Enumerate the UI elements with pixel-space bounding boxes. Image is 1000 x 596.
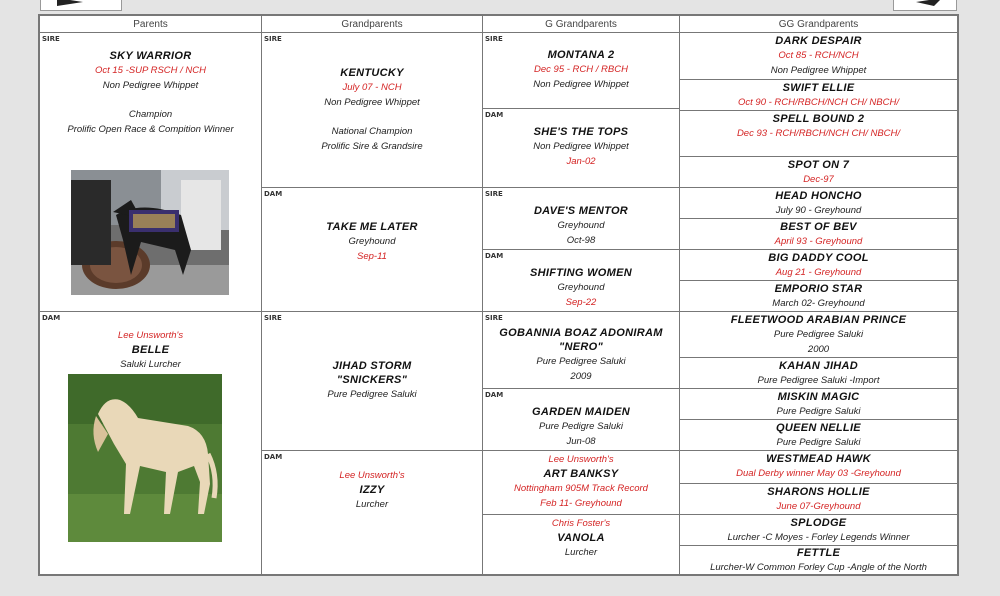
- g-grandparent-cell: [483, 451, 680, 515]
- parent-sire-titles: Oct 15 -SUP RSCH / NCH: [94, 65, 207, 76]
- g-grandparent-name: ART BANKSY: [543, 468, 619, 480]
- g-grandparent-owner: Lee Unsworth's: [548, 454, 614, 465]
- g-grandparent-owner: Chris Foster's: [551, 518, 611, 529]
- g-grandparent-breed: Non Pedigree Whippet: [533, 79, 629, 90]
- top-right-tab: [893, 0, 957, 11]
- g-grandparent-name: SHIFTING WOMEN: [530, 267, 632, 279]
- gg-grandparent-info: June 07-Greyhound: [776, 501, 861, 512]
- gg-grandparent-name: FETTLE: [796, 547, 841, 559]
- top-left-tab: [40, 0, 122, 11]
- dam-tag: DAM: [485, 252, 504, 260]
- grandparent-breed: Lurcher: [355, 499, 389, 510]
- belle-photo: [68, 374, 222, 542]
- gg-grandparent-name: BEST OF BEV: [780, 221, 857, 233]
- grandparent-owner: Lee Unsworth's: [339, 470, 405, 481]
- gg-grandparent-info: 2000: [807, 344, 830, 355]
- g-grandparent-name: VANOLA: [557, 532, 605, 544]
- header-gg-grandparents: GG Grandparents: [680, 16, 957, 33]
- star-icon: [914, 0, 944, 10]
- g-grandparent-cell: [483, 33, 680, 109]
- gg-grandparent-info: Aug 21 - Greyhound: [775, 267, 862, 278]
- g-grandparent-date: 2009: [570, 371, 592, 382]
- header-grandparents: Grandparents: [262, 16, 483, 33]
- grandparent-name: TAKE ME LATER: [326, 221, 418, 233]
- gg-grandparent-name: SPOT ON 7: [787, 159, 850, 171]
- dam-tag: DAM: [264, 190, 283, 198]
- parent-dam-cell: [40, 312, 262, 574]
- top-bar: [0, 0, 1000, 10]
- g-grandparent-name: GOBANNIA BOAZ ADONIRAM: [499, 327, 663, 339]
- g-grandparent-breed: Non Pedigree Whippet: [533, 141, 629, 152]
- gg-grandparent-info: April 93 - Greyhound: [774, 236, 863, 247]
- g-grandparent-name: DAVE'S MENTOR: [533, 205, 629, 217]
- gg-grandparent-cell: [680, 33, 957, 80]
- g-grandparent-date: Jan-02: [566, 156, 596, 167]
- sire-tag: SIRE: [42, 35, 60, 43]
- parent-dam-breed: Saluki Lurcher: [120, 359, 181, 370]
- gg-grandparent-name: SWIFT ELLIE: [782, 82, 855, 94]
- g-grandparent-breed: Pure Pedigree Saluki: [536, 356, 626, 367]
- gg-grandparent-titles: Oct 90 - RCH/RBCH/NCH CH/ NBCH/: [738, 97, 899, 108]
- star-icon: [55, 0, 85, 10]
- grandparent-name: JIHAD STORM: [332, 360, 412, 372]
- g-grandparent-breed: Lurcher: [564, 547, 598, 558]
- gg-grandparent-cell: [680, 250, 957, 281]
- gg-grandparent-name: SPLODGE: [790, 517, 847, 529]
- gg-grandparent-name: SHARONS HOLLIE: [767, 486, 870, 498]
- grandparent-cell: [262, 188, 483, 312]
- gg-grandparent-name: SPELL BOUND 2: [772, 113, 865, 125]
- gg-grandparent-name: HEAD HONCHO: [775, 190, 862, 202]
- parent-sire-cell: [40, 33, 262, 312]
- sire-tag: SIRE: [485, 190, 503, 198]
- parent-sire-breed: Non Pedigree Whippet: [102, 80, 199, 91]
- g-grandparent-cell: [483, 109, 680, 188]
- g-grandparent-date: Oct-98: [566, 235, 596, 246]
- dam-tag: DAM: [485, 111, 504, 119]
- g-grandparent-date: Sep-22: [565, 297, 597, 308]
- gg-grandparent-breed: Pure Pedigree Saluki: [773, 329, 864, 340]
- g-grandparent-date: Jun-08: [566, 436, 596, 447]
- gg-grandparent-info: Pure Pedigre Saluki: [776, 437, 861, 448]
- gg-grandparent-cell: [680, 515, 957, 546]
- grandparent-note: Prolific Sire & Grandsire: [321, 141, 423, 152]
- gg-grandparent-cell: [680, 111, 957, 157]
- gg-grandparent-name: QUEEN NELLIE: [776, 422, 861, 434]
- g-grandparent-nickname: "NERO": [558, 341, 603, 353]
- gg-grandparent-cell: [680, 80, 957, 111]
- g-grandparent-titles: Dec 95 - RCH / RBCH: [534, 64, 628, 75]
- gg-grandparent-titles: Oct 85 - RCH/NCH: [778, 50, 859, 61]
- g-grandparent-breed: Greyhound: [557, 220, 605, 231]
- gg-grandparent-cell: [680, 281, 957, 312]
- sire-tag: SIRE: [264, 35, 282, 43]
- gg-grandparent-name: WESTMEAD HAWK: [766, 453, 871, 465]
- grandparent-cell: [262, 312, 483, 451]
- gg-grandparent-name: KAHAN JIHAD: [778, 360, 859, 372]
- gg-grandparent-name: DARK DESPAIR: [775, 35, 862, 47]
- g-grandparent-date: Feb 11- Greyhound: [540, 498, 622, 509]
- gg-grandparent-titles: Dec 93 - RCH/RBCH/NCH CH/ NBCH/: [736, 128, 901, 139]
- gg-grandparent-cell: [680, 188, 957, 219]
- gg-grandparent-cell: [680, 312, 957, 358]
- sire-tag: SIRE: [264, 314, 282, 322]
- grandparent-breed: Non Pedigree Whippet: [324, 97, 420, 108]
- g-grandparent-name: GARDEN MAIDEN: [531, 406, 630, 418]
- sire-tag: SIRE: [485, 314, 503, 322]
- gg-grandparent-info: Dual Derby winner May 03 -Greyhound: [736, 468, 901, 479]
- sire-tag: SIRE: [485, 35, 503, 43]
- gg-grandparent-info: Lurcher -C Moyes - Forley Legends Winner: [727, 532, 910, 543]
- header-parents: Parents: [40, 16, 262, 33]
- parent-sire-note: Champion: [128, 109, 173, 120]
- grandparent-name: KENTUCKY: [340, 67, 404, 79]
- grandparent-name: IZZY: [359, 484, 385, 496]
- parent-sire-name: SKY WARRIOR: [109, 50, 192, 62]
- dam-tag: DAM: [264, 453, 283, 461]
- gg-grandparent-name: MISKIN MAGIC: [777, 391, 860, 403]
- sky-warrior-photo: [71, 170, 229, 295]
- gg-grandparent-date: Dec-97: [803, 174, 834, 185]
- gg-grandparent-cell: [680, 420, 957, 451]
- grandparent-cell: [262, 451, 483, 574]
- gg-grandparent-info: March 02- Greyhound: [772, 298, 865, 309]
- pedigree-chart: [38, 14, 959, 576]
- grandparent-note: National Champion: [331, 126, 413, 137]
- dam-tag: DAM: [485, 391, 504, 399]
- gg-grandparent-info: Lurcher-W Common Forley Cup -Angle of the North: [710, 562, 927, 573]
- g-grandparent-name: MONTANA 2: [547, 49, 615, 61]
- g-grandparent-breed: Greyhound: [557, 282, 605, 293]
- gg-grandparent-cell: [680, 451, 957, 484]
- gg-grandparent-name: FLEETWOOD ARABIAN PRINCE: [730, 314, 907, 326]
- g-grandparent-name: SHE'S THE TOPS: [533, 126, 629, 138]
- gg-grandparent-cell: [680, 484, 957, 515]
- gg-grandparent-cell: [680, 389, 957, 420]
- gg-grandparent-info: Pure Pedigre Saluki: [776, 406, 861, 417]
- parent-dam-owner: Lee Unsworth's: [117, 330, 184, 341]
- gg-grandparent-cell: [680, 219, 957, 250]
- g-grandparent-cell: [483, 515, 680, 574]
- grandparent-breed: Greyhound: [348, 236, 396, 247]
- g-grandparent-cell: [483, 389, 680, 451]
- header-g-grandparents: G Grandparents: [483, 16, 680, 33]
- gg-grandparent-name: EMPORIO STAR: [774, 283, 863, 295]
- gg-grandparent-info: July 90 - Greyhound: [775, 205, 862, 216]
- gg-grandparent-info: Pure Pedigree Saluki -Import: [757, 375, 880, 386]
- g-grandparent-cell: [483, 312, 680, 389]
- gg-grandparent-cell: [680, 358, 957, 389]
- parent-sire-note: Prolific Open Race & Compition Winner: [67, 124, 234, 135]
- g-grandparent-cell: [483, 188, 680, 250]
- gg-grandparent-cell: [680, 157, 957, 188]
- g-grandparent-breed: Pure Pedigre Saluki: [539, 421, 623, 432]
- gg-grandparent-cell: [680, 546, 957, 574]
- grandparent-date: Sep-11: [357, 251, 387, 262]
- grandparent-cell: [262, 33, 483, 188]
- grandparent-titles: July 07 - NCH: [342, 82, 402, 93]
- grandparent-nickname: "SNICKERS": [336, 374, 408, 386]
- dam-tag: DAM: [42, 314, 61, 322]
- gg-grandparent-name: BIG DADDY COOL: [768, 252, 869, 264]
- g-grandparent-cell: [483, 250, 680, 312]
- gg-grandparent-breed: Non Pedigree Whippet: [770, 65, 867, 76]
- parent-dam-name: BELLE: [131, 344, 170, 356]
- g-grandparent-record: Nottingham 905M Track Record: [514, 483, 648, 494]
- grandparent-breed: Pure Pedigree Saluki: [327, 389, 417, 400]
